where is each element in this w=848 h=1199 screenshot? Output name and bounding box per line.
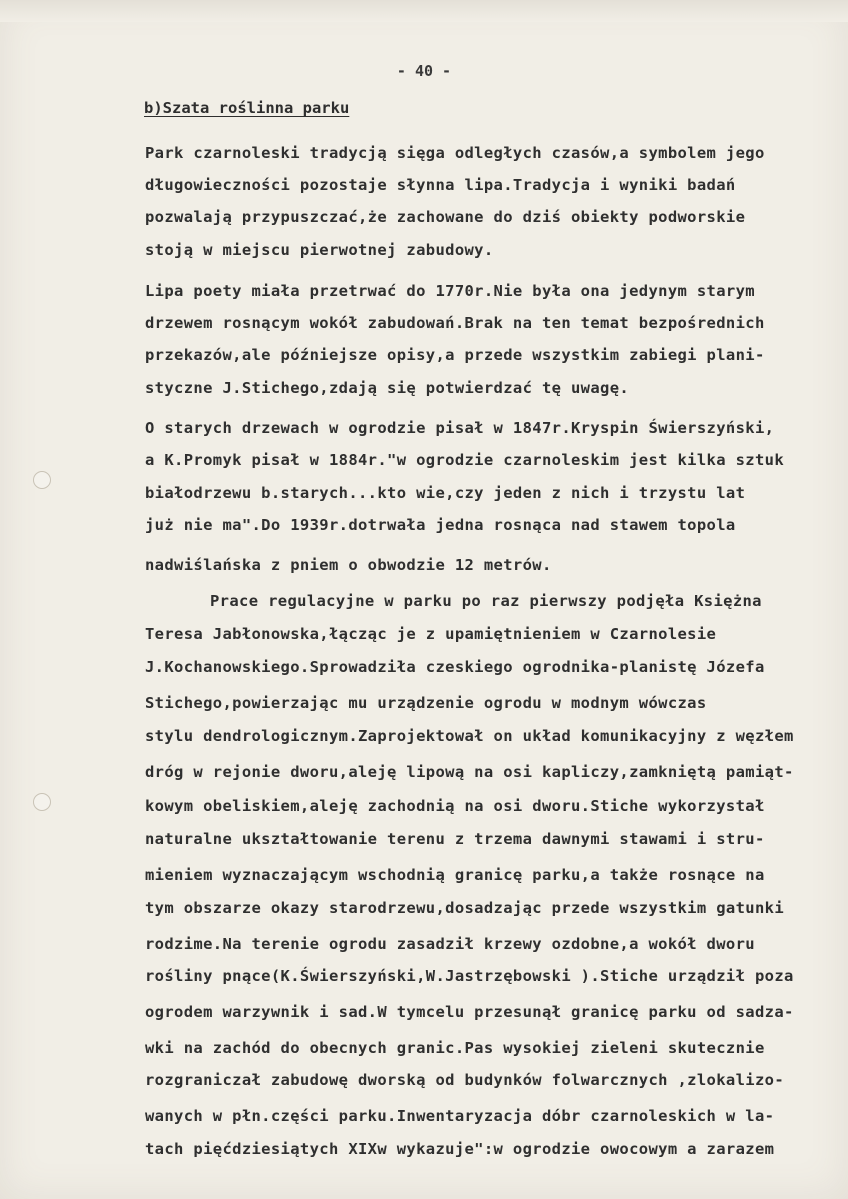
page-top-edge [0,0,848,22]
text-line: J.Kochanowskiego.Sprowadziła czeskiego ogrodnika-planistę Józefa [145,658,765,676]
text-line: Prace regulacyjne w parku po raz pierwszy podjęła Księżna [210,592,762,610]
section-heading: b)Szata roślinna parku [144,99,350,117]
text-line: rodzime.Na terenie ogrodu zasadził krzewy ozdobne,a wokół dworu [145,935,755,953]
text-line: kowym obeliskiem,aleję zachodnią na osi dworu.Stiche wykorzystał [145,797,765,815]
text-line: pozwalają przypuszczać,że zachowane do dziś obiekty podworskie [145,208,746,226]
text-line: styczne J.Stichego,zdają się potwierdzać tę uwagę. [145,379,630,397]
text-line: Park czarnoleski tradycją sięga odległych czasów,a symbolem jego [145,144,765,162]
text-line: tym obszarze okazy starodrzewu,dosadzając przede wszystkim gatunki [145,899,784,917]
text-line: O starych drzewach w ogrodzie pisał w 1847r.Kryspin Świerszyński, [145,419,775,437]
text-line: Lipa poety miała przetrwać do 1770r.Nie była ona jedynym starym [145,282,755,300]
text-line: tach pięćdziesiątych XIXw wykazuje":w ogrodzie owocowym a zarazem [145,1140,775,1158]
text-line: stoją w miejscu pierwotnej zabudowy. [145,241,494,259]
text-line: mieniem wyznaczającym wschodnią granicę parku,a także rosnące na [145,866,765,884]
punch-hole-upper [33,471,51,489]
text-line: a K.Promyk pisał w 1884r."w ogrodzie czarnoleskim jest kilka sztuk [145,451,784,469]
page-number: - 40 - [396,62,452,80]
text-line: wanych w płn.części parku.Inwentaryzacja dóbr czarnoleskich w la- [145,1107,775,1125]
text-line: Stichego,powierzając mu urządzenie ogrodu w modnym wówczas [145,694,707,712]
text-line: drzewem rosnącym wokół zabudowań.Brak na ten temat bezpośrednich [145,314,765,332]
text-line: rozgraniczał zabudowę dworską od budynków folwarcznych ,zlokalizo- [145,1071,784,1089]
text-line: wki na zachód do obecnych granic.Pas wysokiej zieleni skutecznie [145,1039,765,1057]
text-line: Teresa Jabłonowska,łącząc je z upamiętnieniem w Czarnolesie [145,625,717,643]
text-line: przekazów,ale późniejsze opisy,a przede wszystkim zabiegi plani- [145,346,765,364]
text-line: dróg w rejonie dworu,aleję lipową na osi kapliczy,zamkniętą pamiąt- [145,763,794,781]
text-line: naturalne ukształtowanie terenu z trzema dawnymi stawami i stru- [145,830,765,848]
text-line: rośliny pnące(K.Świerszyński,W.Jastrzębowski ).Stiche urządził poza [145,967,794,985]
text-line: już nie ma".Do 1939r.dotrwała jedna rosnąca nad stawem topola [145,516,736,534]
text-line: nadwiślańska z pniem o obwodzie 12 metrów. [145,556,552,574]
text-line: długowieczności pozostaje słynna lipa.Tradycja i wyniki badań [145,176,736,194]
text-line: stylu dendrologicznym.Zaprojektował on układ komunikacyjny z węzłem [145,727,794,745]
punch-hole-lower [33,793,51,811]
text-line: białodrzewu b.starych...kto wie,czy jeden z nich i trzystu lat [145,484,746,502]
text-line: ogrodem warzywnik i sad.W tymcelu przesunął granicę parku od sadza- [145,1003,794,1021]
